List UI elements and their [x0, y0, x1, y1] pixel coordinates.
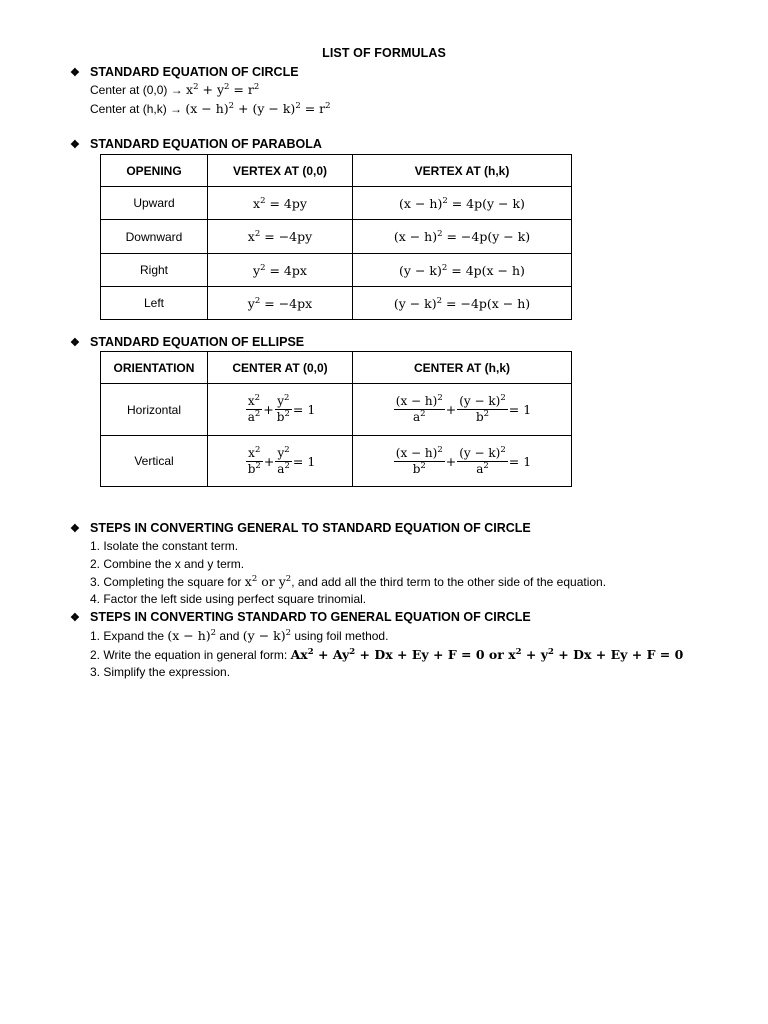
circle-center-origin-equation: $x^2 + y^2 = r^2$	[186, 82, 260, 97]
table-row	[101, 254, 572, 287]
circle-heading	[70, 65, 299, 79]
equation-cell: $(y - k)^2 = 4p(x - h)$	[353, 254, 572, 287]
parabola-heading	[70, 137, 322, 151]
column-header-center-origin: CENTER AT (0,0)	[208, 352, 353, 384]
standard-to-general-heading	[70, 610, 531, 624]
stg-step-3: 3. Simplify the expression.	[90, 665, 231, 679]
table-row	[101, 187, 572, 220]
circle-center-hk-equation: $(x - h)^2 + (y - k)^2 = r^2$	[185, 101, 331, 116]
column-header-vertex-origin: VERTEX AT (0,0)	[208, 155, 353, 187]
equation-cell: $(x - h)^2 = -4p(y - k)$	[353, 220, 572, 254]
equation-cell: $\frac{x^2}{b^2}$ + $\frac{y^2}{a^2}$ = 1	[208, 436, 353, 487]
gts-step-2: 2. Combine the x and y term.	[90, 557, 245, 571]
equation-cell: $x^2 = -4py$	[208, 220, 353, 254]
column-header-vertex-hk: VERTEX AT (h,k)	[353, 155, 572, 187]
equation-cell: $x^2 = 4py$	[208, 187, 353, 220]
equation-cell: $\frac{(x - h)^2}{b^2}$ + $\frac{(y - k)^2}{a^2}$ = 1	[353, 436, 572, 487]
general-to-standard-heading-text: STEPS IN CONVERTING GENERAL TO STANDARD EQUATION OF CIRCLE	[90, 521, 531, 535]
equation-cell: $\frac{x^2}{a^2}$ + $\frac{y^2}{b^2}$ = 1	[208, 384, 353, 436]
circle-heading-text: STANDARD EQUATION OF CIRCLE	[90, 65, 299, 79]
ellipse-table	[100, 351, 572, 487]
stg-step-1-math-a: $(x - h)^2$	[167, 628, 217, 643]
parabola-table	[100, 154, 572, 320]
table-row	[101, 287, 572, 320]
equation-cell: $\frac{(x - h)^2}{a^2}$ + $\frac{(y - k)^2}{b^2}$ = 1	[353, 384, 572, 436]
opening-label: Right	[101, 254, 208, 287]
gts-step-4: 4. Factor the left side using perfect square trinomial.	[90, 592, 367, 606]
opening-label: Left	[101, 287, 208, 320]
table-header-row	[101, 155, 572, 187]
ellipse-heading	[70, 335, 304, 349]
ellipse-heading-text: STANDARD EQUATION OF ELLIPSE	[90, 335, 305, 349]
stg-step-2-math: $Ax^2 + Ay^2 + Dx + Ey + F = 0$ or $x^2 + y^2 + Dx + Ey + F = 0$	[290, 647, 684, 662]
bullet-diamond-icon: ❖	[70, 612, 80, 624]
stg-step-1	[90, 628, 388, 643]
column-header-opening: OPENING	[101, 155, 208, 187]
stg-step-1-pre: 1. Expand the	[90, 629, 168, 643]
opening-label: Downward	[101, 220, 208, 254]
gts-step-3-pre: 3. Completing the square for	[90, 575, 245, 589]
equation-cell: $y^2 = 4px$	[208, 254, 353, 287]
table-header-row	[101, 352, 572, 384]
stg-step-1-post: using foil method.	[291, 629, 389, 643]
gts-step-1: 1. Isolate the constant term.	[90, 539, 239, 553]
table-row	[101, 220, 572, 254]
stg-step-2	[90, 647, 683, 662]
gts-step-3	[90, 574, 606, 589]
bullet-diamond-icon: ❖	[70, 67, 80, 79]
circle-center-origin-label: Center at (0,0) →	[90, 83, 187, 97]
orientation-label: Horizontal	[101, 384, 208, 436]
parabola-heading-text: STANDARD EQUATION OF PARABOLA	[90, 137, 322, 151]
stg-step-2-pre: 2. Write the equation in general form:	[90, 648, 291, 662]
table-row	[101, 384, 572, 436]
equation-cell: $(x - h)^2 = 4p(y - k)$	[353, 187, 572, 220]
circle-center-hk-label: Center at (h,k) →	[90, 102, 186, 116]
column-header-center-hk: CENTER AT (h,k)	[353, 352, 572, 384]
stg-step-1-mid: and	[216, 629, 243, 643]
gts-step-3-math: $x^2$ or $y^2$	[244, 574, 292, 589]
standard-to-general-heading-text: STEPS IN CONVERTING STANDARD TO GENERAL EQUATION OF CIRCLE	[90, 610, 531, 624]
bullet-diamond-icon: ❖	[70, 139, 80, 151]
general-to-standard-heading	[70, 521, 531, 535]
table-row	[101, 436, 572, 487]
bullet-diamond-icon: ❖	[70, 523, 80, 535]
orientation-label: Vertical	[101, 436, 208, 487]
bullet-diamond-icon: ❖	[70, 337, 80, 349]
opening-label: Upward	[101, 187, 208, 220]
gts-step-3-post: , and add all the third term to the other side of the equation.	[291, 575, 607, 589]
circle-center-origin-line	[90, 82, 259, 97]
equation-cell: $y^2 = -4px$	[208, 287, 353, 320]
column-header-orientation: ORIENTATION	[101, 352, 208, 384]
equation-cell: $(y - k)^2 = -4p(x - h)$	[353, 287, 572, 320]
stg-step-1-math-b: $(y - k)^2$	[242, 628, 292, 643]
page-title: LIST OF FORMULAS	[322, 46, 446, 60]
circle-center-hk-line	[90, 101, 331, 116]
